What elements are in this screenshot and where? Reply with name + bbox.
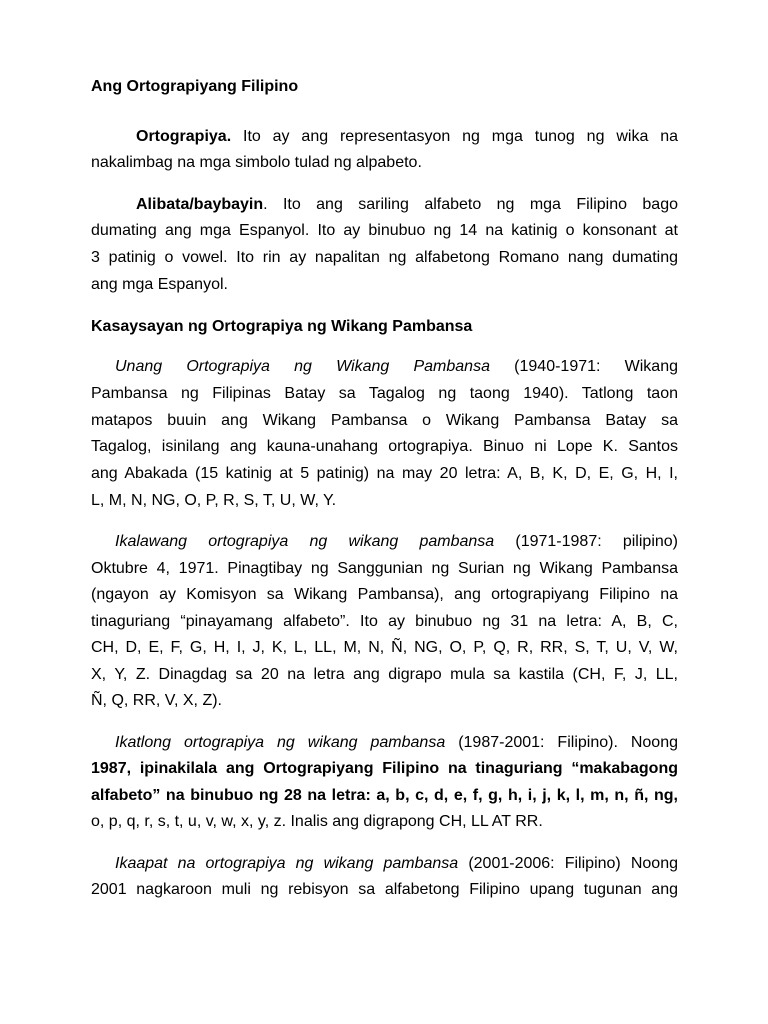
document-title: Ang Ortograpiyang Filipino [91,78,299,95]
ortograpiya-line-1: Ortograpiya. Ito ay ang representasyon ng mga tunog ng wika na [136,128,678,145]
unang-line-4: Tagalog, isinilang ang kauna-unahang ortograpiya. Binuo ni Lope K. Santos [91,438,678,455]
ikatlong-line-4: o, p, q, r, s, t, u, v, w, x, y, z. Inalis ang digrapong CH, LL AT RR. [91,813,543,830]
unang-line-6: L, M, N, NG, O, P, R, S, T, U, W, Y. [91,492,337,509]
ikalawang-line-1: Ikalawang ortograpiya ng wikang pambansa (1971-1987: pilipino) [115,533,678,550]
unang-line-2: Pambansa ng Filipinas Batay sa Tagalog ng taong 1940). Tatlong taon [91,385,678,402]
ikalawang-title: Ikalawang ortograpiya ng wikang pambansa [115,533,495,550]
unang-line-1: Unang Ortograpiya ng Wikang Pambansa (1940-1971: Wikang [115,358,678,375]
ikalawang-line-4: tinaguriang “pinayamang alfabeto”. Ito ay binubuo ng 31 na letra: A, B, C, [91,613,678,630]
alibata-line-4: ang mga Espanyol. [91,276,228,293]
alibata-term: Alibata/baybayin [136,196,264,213]
ikatlong-line-2: 1987, ipinakilala ang Ortograpiyang Filipino na tinaguriang “makabagong [91,760,678,777]
ikalawang-line-3: (ngayon ay Komisyon sa Wikang Pambansa), ang ortograpiyang Filipino na [91,586,678,603]
ikalawang-line-2: Oktubre 4, 1971. Pinagtibay ng Sanggunian ng Surian ng Wikang Pambansa [91,560,678,577]
kasaysayan-heading: Kasaysayan ng Ortograpiya ng Wikang Pambansa [91,318,473,335]
ikatlong-line-3: alfabeto” na binubuo ng 28 na letra: a, b, c, d, e, f, g, h, i, j, k, l, m, n, ñ, ng, [91,787,678,804]
ikatlong-title: Ikatlong ortograpiya ng wikang pambansa [115,734,446,751]
alibata-line-1: Alibata/baybayin. Ito ang sariling alfabeto ng mga Filipino bago [136,196,678,213]
unang-line-5: ang Abakada (15 katinig at 5 patinig) na may 20 letra: A, B, K, D, E, G, H, I, [91,465,678,482]
ortograpiya-term: Ortograpiya. [136,128,232,145]
ikalawang-line-6: X, Y, Z. Dinagdag sa 20 na letra ang digrapo mula sa kastila (CH, F, J, LL, [91,666,678,683]
ikalawang-line-7: Ñ, Q, RR, V, X, Z). [91,692,222,709]
ikalawang-line-5: CH, D, E, F, G, H, I, J, K, L, LL, M, N, Ñ, NG, O, P, Q, R, RR, S, T, U, V, W, [91,639,678,656]
ikatlong-line-1: Ikatlong ortograpiya ng wikang pambansa (1987-2001: Filipino). Noong [115,734,679,751]
unang-title: Unang Ortograpiya ng Wikang Pambansa [115,358,490,375]
unang-line-3: matapos buuin ang Wikang Pambansa o Wikang Pambansa Batay sa [91,412,678,429]
alibata-line-3: 3 patinig o vowel. Ito rin ay napalitan ng alfabetong Romano nang dumating [91,249,678,266]
alibata-line-2: dumating ang mga Espanyol. Ito ay binubuo ng 14 na katinig o konsonant at [91,222,678,239]
ikaapat-title: Ikaapat na ortograpiya ng wikang pambansa [115,855,459,872]
ikaapat-line-2: 2001 nagkaroon muli ng rebisyon sa alfabetong Filipino upang tugunan ang [91,881,678,898]
ikaapat-line-1: Ikaapat na ortograpiya ng wikang pambansa (2001-2006: Filipino) Noong [115,855,679,872]
ortograpiya-line-2: nakalimbag na mga simbolo tulad ng alpabeto. [91,154,422,171]
